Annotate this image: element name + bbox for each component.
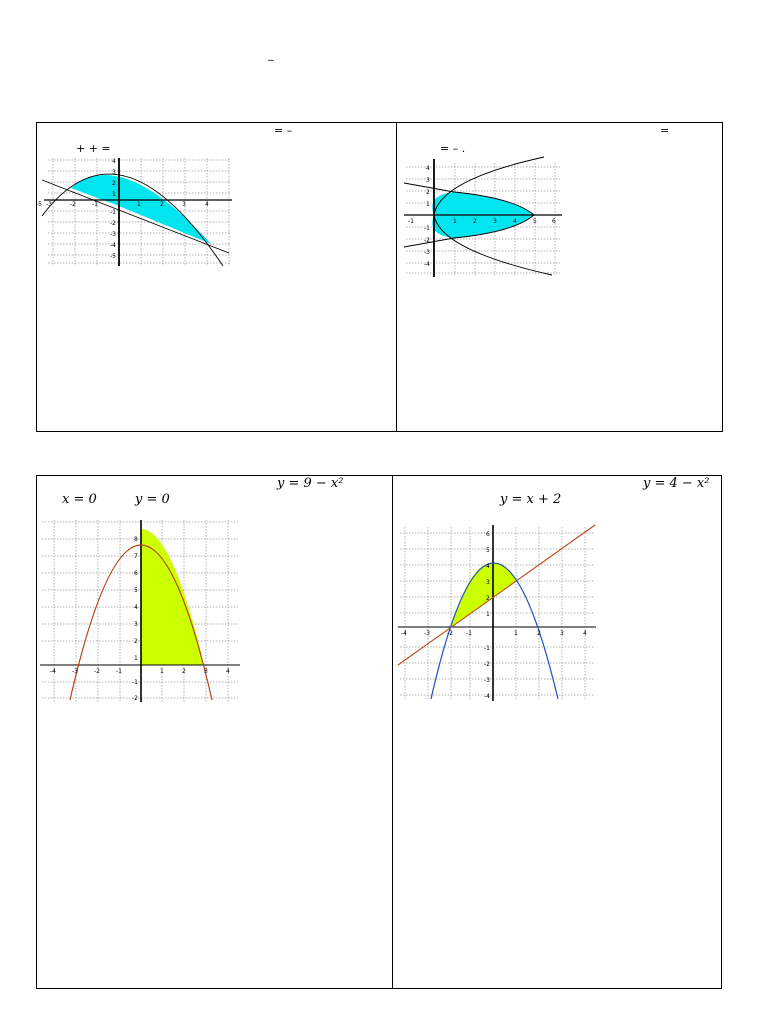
y-tick-labels — [132, 536, 138, 702]
svg-text:-2: -2 — [424, 237, 430, 244]
svg-text:-2: -2 — [447, 630, 453, 637]
svg-text:2: 2 — [160, 201, 164, 208]
svg-text:-1: -1 — [484, 645, 490, 652]
svg-text:3: 3 — [560, 630, 564, 637]
svg-text:-1: -1 — [110, 209, 116, 216]
x-tick-labels — [50, 668, 230, 675]
y-tick-labels — [110, 158, 116, 260]
svg-text:-3: -3 — [46, 201, 52, 208]
shaded-region — [451, 563, 516, 627]
svg-text:-2: -2 — [110, 220, 116, 227]
svg-text:5: 5 — [533, 218, 537, 225]
svg-text:-3: -3 — [484, 677, 490, 684]
svg-text:-3: -3 — [110, 231, 116, 238]
svg-text:6: 6 — [134, 570, 138, 577]
svg-text:-1: -1 — [116, 668, 122, 675]
x-tick-labels — [401, 630, 587, 637]
condition-y-zero: y = 0 — [135, 492, 170, 507]
svg-text:-1: -1 — [408, 218, 414, 225]
svg-text:3: 3 — [134, 621, 138, 628]
svg-text:-3: -3 — [72, 668, 78, 675]
svg-text:4: 4 — [134, 604, 138, 611]
top-right-symbol-right: = — [660, 124, 670, 137]
svg-text:-1: -1 — [424, 225, 430, 232]
line-equation-bottom-right: y = x + 2 — [500, 492, 562, 507]
top-left-symbols-right: = – — [274, 124, 293, 137]
svg-text:3: 3 — [493, 218, 497, 225]
svg-text:3: 3 — [182, 201, 186, 208]
svg-text:1: 1 — [453, 218, 457, 225]
svg-text:-1: -1 — [132, 679, 138, 686]
svg-text:3: 3 — [426, 177, 430, 184]
svg-text:4: 4 — [513, 218, 517, 225]
svg-text:-4: -4 — [110, 242, 116, 249]
condition-x-zero: x = 0 — [62, 492, 97, 507]
svg-text:-2: -2 — [94, 668, 100, 675]
svg-text:4: 4 — [226, 668, 230, 675]
shaded-region — [141, 529, 204, 665]
svg-text:-4: -4 — [484, 693, 490, 700]
svg-text:2: 2 — [537, 630, 541, 637]
svg-text:7: 7 — [134, 553, 138, 560]
svg-text:2: 2 — [486, 595, 490, 602]
svg-text:-3: -3 — [424, 630, 430, 637]
line-curve — [398, 525, 595, 665]
svg-text:-4: -4 — [401, 630, 407, 637]
svg-text:3: 3 — [112, 169, 116, 176]
equation-bottom-right: y = 4 − x² — [643, 476, 710, 491]
svg-text:3: 3 — [486, 579, 490, 586]
svg-text:5: 5 — [486, 547, 490, 554]
svg-text:6: 6 — [486, 531, 490, 538]
graph-bottom-right — [398, 523, 598, 701]
svg-text:-2: -2 — [484, 661, 490, 668]
graph-top-right — [400, 155, 560, 280]
svg-text:2: 2 — [112, 180, 116, 187]
svg-text:5: 5 — [134, 587, 138, 594]
svg-text:-4: -4 — [50, 668, 56, 675]
svg-text:4: 4 — [486, 563, 490, 570]
grid — [400, 527, 594, 699]
svg-text:8: 8 — [134, 536, 138, 543]
equation-bottom-left: y = 9 − x² — [277, 476, 344, 491]
svg-text:4: 4 — [205, 201, 209, 208]
header-mark: _ — [268, 48, 274, 61]
svg-text:2: 2 — [134, 638, 138, 645]
top-right-symbols-left: = – . — [440, 142, 466, 155]
svg-text:6: 6 — [552, 218, 556, 225]
svg-text:1: 1 — [112, 191, 116, 198]
svg-text:3: 3 — [204, 668, 208, 675]
svg-text:1: 1 — [514, 630, 518, 637]
svg-text:-1: -1 — [92, 201, 98, 208]
svg-text:-1: -1 — [466, 630, 472, 637]
svg-text:2: 2 — [426, 189, 430, 196]
svg-text:-5: -5 — [110, 253, 116, 260]
svg-text:1: 1 — [134, 655, 138, 662]
top-left-symbols-left: + + = — [76, 142, 111, 155]
y-tick-labels — [484, 531, 490, 700]
svg-text:-4: -4 — [424, 261, 430, 268]
svg-text:-2: -2 — [70, 201, 76, 208]
svg-text:2: 2 — [182, 668, 186, 675]
svg-text:4: 4 — [112, 158, 116, 165]
svg-text:2: 2 — [473, 218, 477, 225]
svg-text:1: 1 — [426, 201, 430, 208]
svg-text:1: 1 — [160, 668, 164, 675]
svg-text:1: 1 — [486, 611, 490, 618]
graph-top-left — [36, 150, 240, 270]
svg-text:-5: -5 — [36, 201, 42, 208]
svg-text:4: 4 — [583, 630, 587, 637]
graph-bottom-left — [40, 520, 240, 705]
y-tick-labels — [424, 165, 430, 268]
svg-text:-2: -2 — [132, 695, 138, 702]
svg-text:-3: -3 — [424, 249, 430, 256]
svg-text:4: 4 — [426, 165, 430, 172]
svg-text:1: 1 — [137, 201, 141, 208]
